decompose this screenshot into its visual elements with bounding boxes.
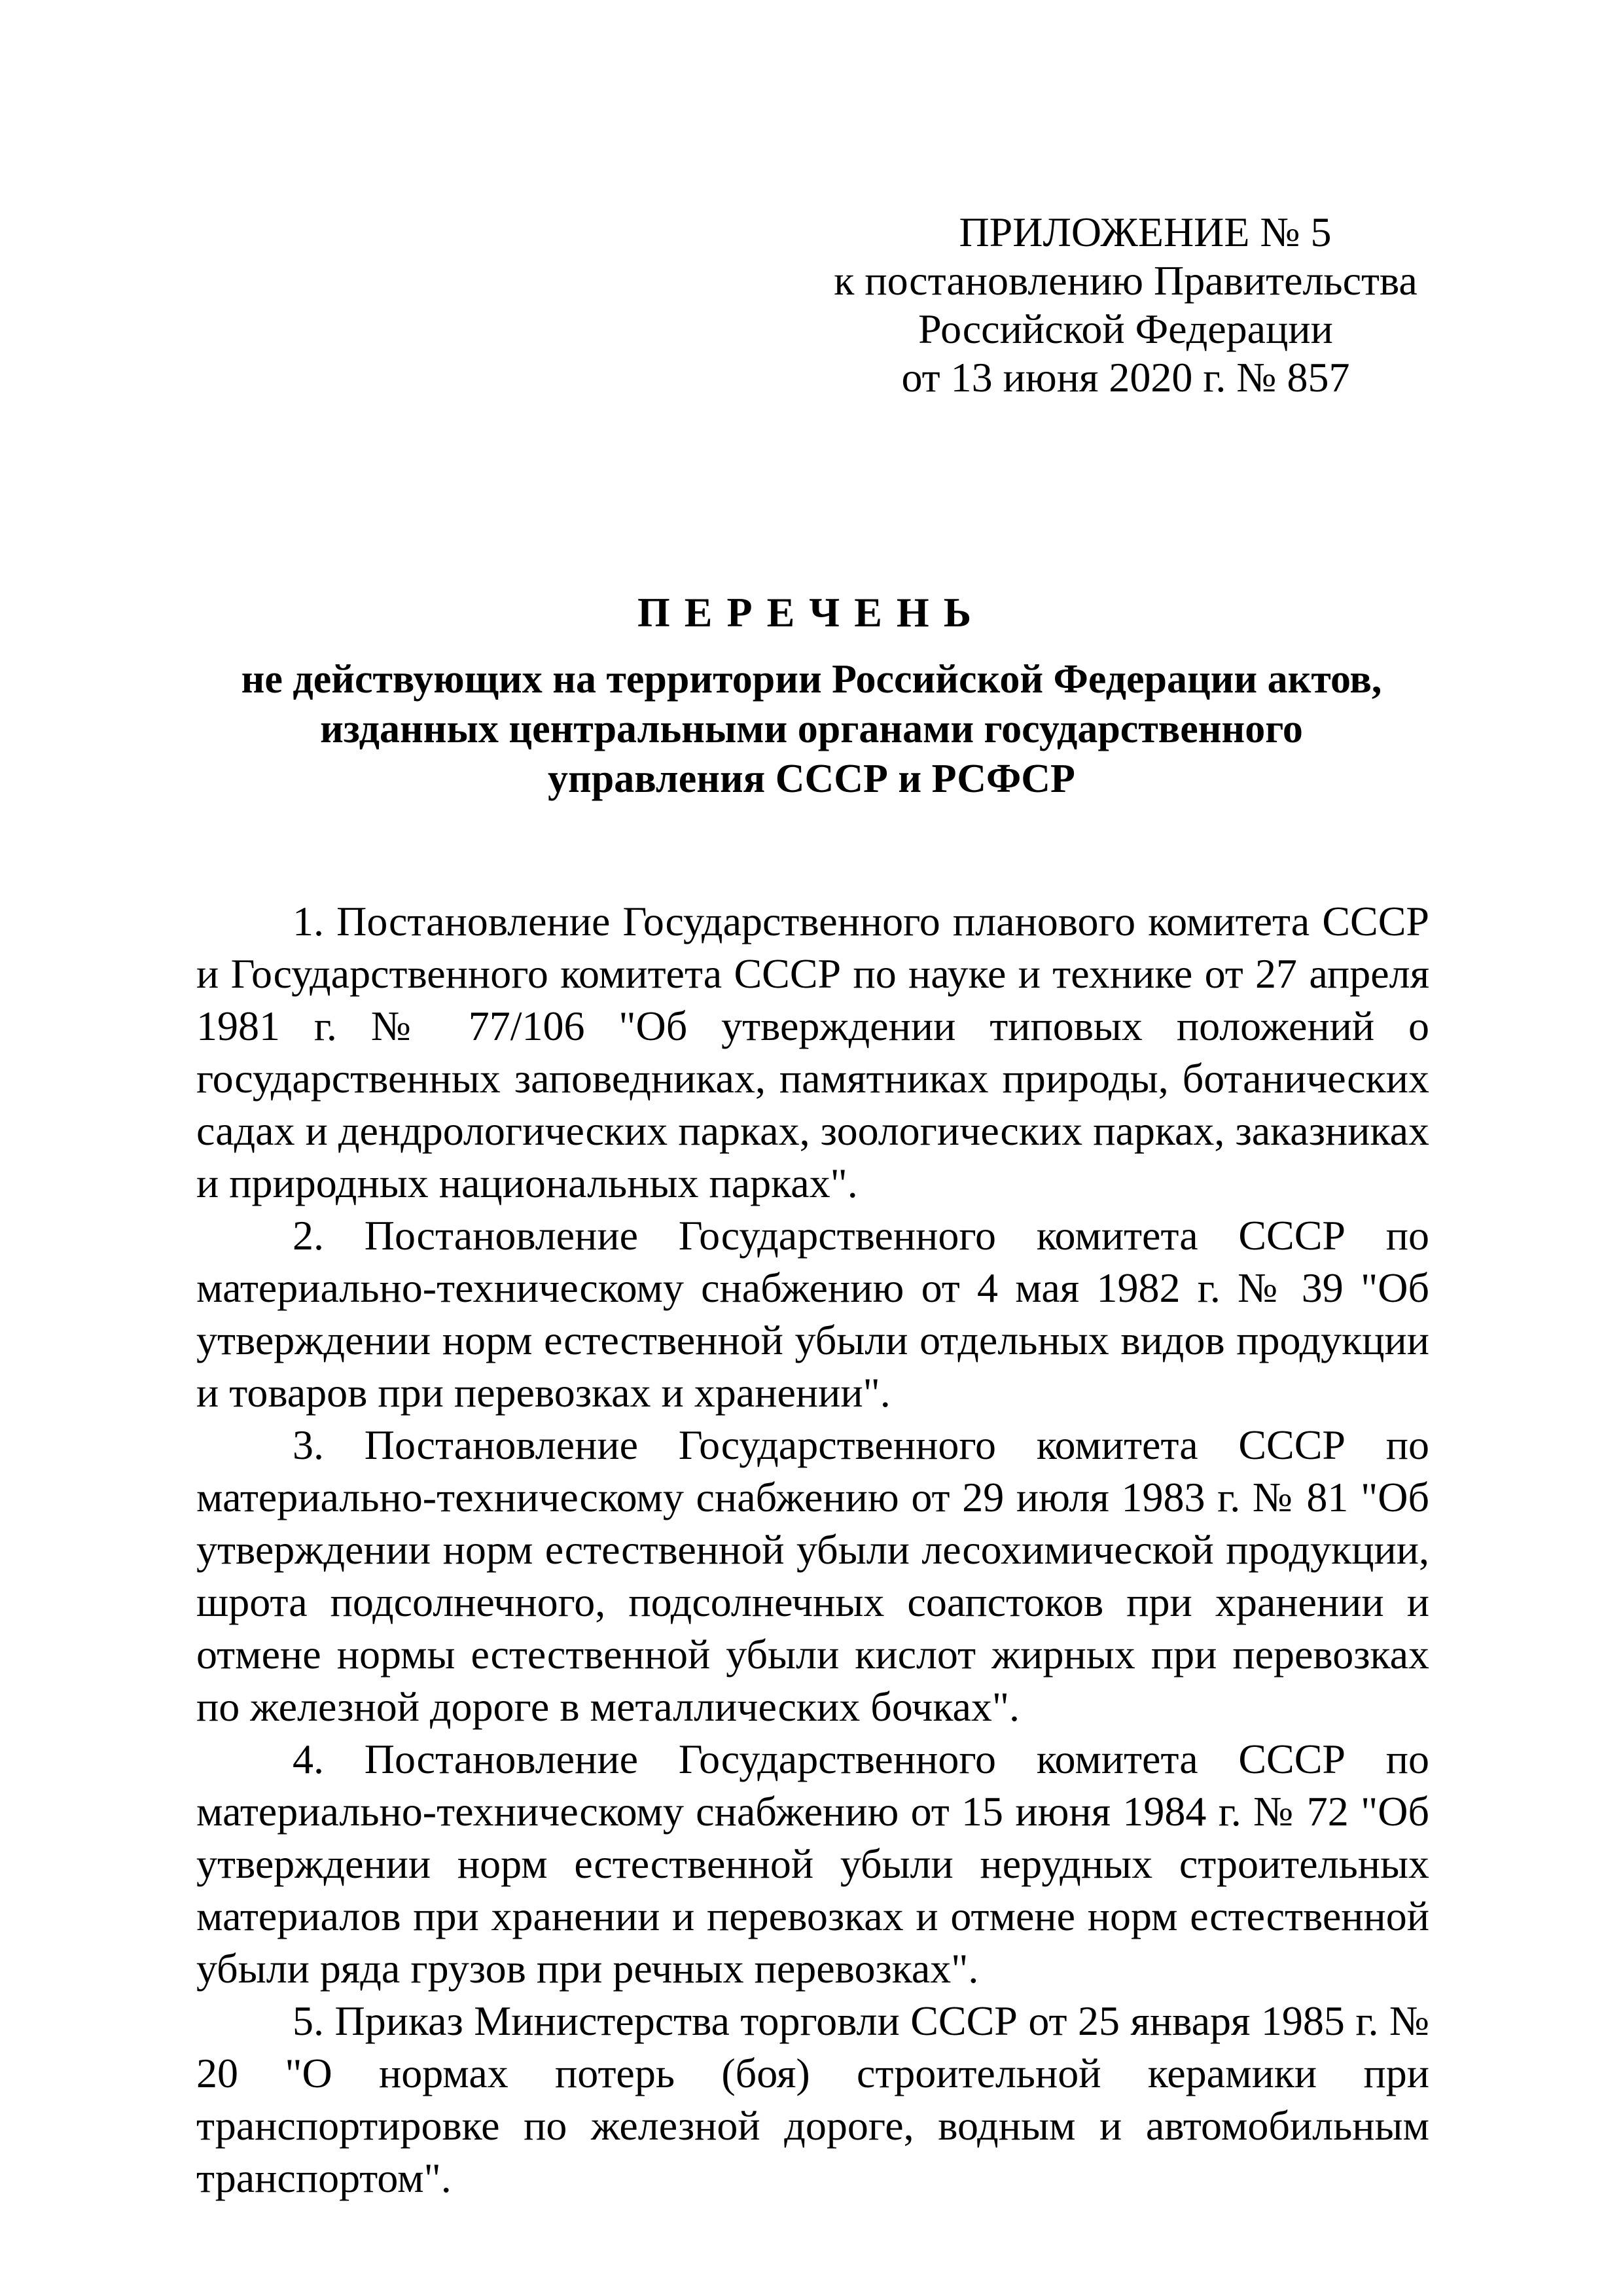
acts-list	[196, 895, 1429, 2204]
list-item: 4. Постановление Государственного комитета СССР по материально-техническому снабжению от 15 июня 1984 г. № 72 "Об утверждении норм естественной убыли нерудных строительных материалов при хранении и перевозках и отмене норм естественной убыли ряда грузов при речных перевозках".	[196, 1736, 1429, 1992]
appendix-header	[772, 208, 1479, 402]
list-item: 2. Постановление Государственного комитета СССР по материально-техническому снабжению от 4 мая 1982 г. № 39 "Об утверждении норм естественной убыли отдельных видов продукции и товаров при перевозках и хранении".	[196, 1212, 1429, 1416]
appendix-title: ПРИЛОЖЕНИЕ № 5	[959, 209, 1332, 255]
document-heading: ПЕРЕЧЕНЬ	[637, 589, 986, 636]
document-subtitle	[196, 655, 1427, 804]
subtitle-line: управления СССР и РСФСР	[548, 757, 1075, 801]
appendix-line-2: Российской Федерации	[918, 306, 1333, 352]
appendix-date-line: от 13 июня 2020 г. № 857	[901, 354, 1350, 401]
subtitle-line: не действующих на территории Российской Федерации актов,	[241, 657, 1382, 702]
list-item: 3. Постановление Государственного комитета СССР по материально-техническому снабжению от 29 июля 1983 г. № 81 "Об утверждении норм естественной убыли лесохимической продукции, шрота подсолнечного, подсолнечных соапстоков при хранении и отмене нормы естественной убыли кислот жирных при перевозках по железной дороге в металлических бочках".	[196, 1422, 1429, 1730]
subtitle-line: изданных центральными органами государственного	[320, 707, 1303, 751]
list-item: 1. Постановление Государственного планового комитета СССР и Государственного комитета СССР по науке и технике от 27 апреля 1981 г. № 77/106 "Об утверждении типовых положений о государственных заповедниках, памятниках природы, ботанических садах и дендрологических парках, зоологических парках, заказниках и природных национальных парках".	[196, 898, 1429, 1206]
list-item: 5. Приказ Министерства торговли СССР от 25 января 1985 г. № 20 "О нормах потерь (боя) строительной керамики при транспортировке по железной дороге, водным и автомобильным транспортом".	[196, 1998, 1429, 2201]
appendix-line-1: к постановлению Правительства	[834, 257, 1418, 304]
